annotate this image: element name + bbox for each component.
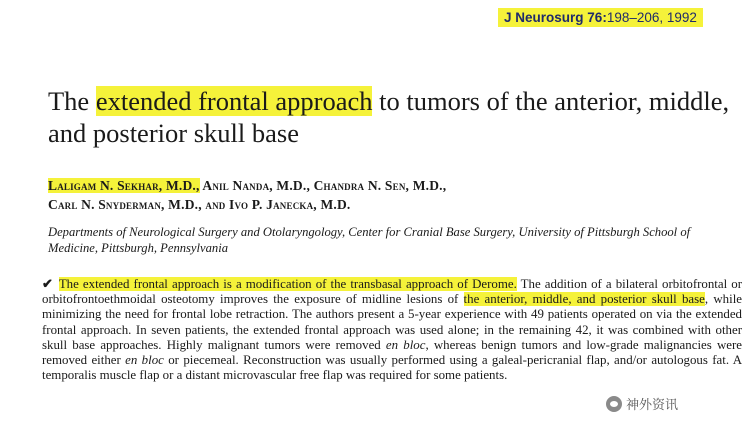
title-rest: to tumors of the anterior, middle, and posterior skull base	[48, 86, 730, 148]
title-highlight: extended frontal approach	[95, 86, 373, 116]
abstract-italic-1: en bloc	[385, 337, 426, 352]
journal-volume: 76:	[587, 10, 607, 25]
affiliation: Departments of Neurological Surgery and Otolaryngology, Center for Cranial Base Surgery, University of Pittsburgh School of Medicine, Pittsburgh, Pennsylvania	[48, 225, 691, 255]
coauthors-line1: Anil Nanda, M.D., Chandra N. Sen, M.D.,	[199, 178, 447, 193]
abstract-highlight-2: the anterior, middle, and posterior skull base	[463, 292, 705, 307]
abstract-text-4: or piecemeal. Reconstruction was usually performed using a galeal-pericranial flap, and/or autologous fat. A temporalis muscle flap or a distant microvascular free flap was required for some patients.	[42, 353, 743, 383]
abstract-text-2: , while minimizing the need for frontal lobe retraction. The authors present a 5-year experience with 49 patients operated on via the extended frontal approach. In seven patients, the extended frontal approach was used alone; in the remaining 42, it was combined with other skull base approaches. Highly malignant tumors were removed	[42, 292, 742, 352]
first-author: Laligam N. Sekhar, M.D.,	[48, 178, 200, 193]
abstract-highlight-1: The extended frontal approach is a modification of the transbasal approach of Derome.	[58, 277, 517, 291]
article-title	[48, 85, 738, 149]
check-mark-icon: ✔	[42, 277, 53, 291]
wechat-badge-icon	[606, 396, 622, 412]
watermark	[606, 394, 678, 413]
title-prefix: The	[48, 86, 96, 116]
journal-name: J Neurosurg	[504, 10, 584, 25]
abstract-text-3: , whereas benign tumors and low-grade malignancies were removed either	[42, 337, 742, 368]
abstract-text-1: The addition of a bilateral orbitofrontal or orbitofrontoethmoidal osteotomy improves the exposure of midline lesions of	[42, 277, 742, 307]
abstract	[42, 277, 742, 383]
abstract-italic-2: en bloc	[125, 353, 164, 368]
journal-citation	[498, 8, 703, 27]
coauthors-line2: Carl N. Snyderman, M.D., and Ivo P. Janecka, M.D.	[48, 196, 351, 212]
author-list	[48, 177, 738, 214]
journal-pages: 198–206, 1992	[606, 10, 697, 25]
watermark-text: 神外资讯	[626, 398, 679, 413]
